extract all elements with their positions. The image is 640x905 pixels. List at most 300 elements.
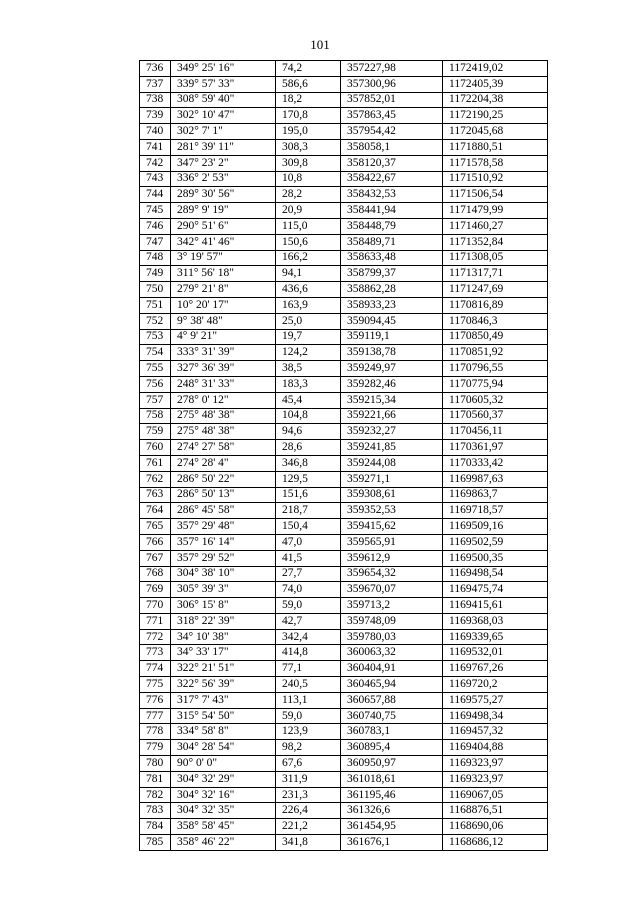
length-cell: 94,1 [276, 266, 341, 282]
x-coordinate-cell: 358448,79 [341, 218, 443, 234]
x-coordinate-cell: 359215,34 [341, 392, 443, 408]
length-cell: 45,4 [276, 392, 341, 408]
point-number-cell: 784 [140, 819, 171, 835]
table-row [140, 376, 548, 392]
y-coordinate-cell: 1170850,49 [443, 329, 548, 345]
table-row [140, 266, 548, 282]
x-coordinate-cell: 359241,85 [341, 440, 443, 456]
y-coordinate-cell: 1171578,58 [443, 155, 548, 171]
point-number-cell: 773 [140, 645, 171, 661]
table-row [140, 803, 548, 819]
page-number: 101 [310, 37, 330, 52]
x-coordinate-cell: 359415,62 [341, 519, 443, 535]
length-cell: 151,6 [276, 487, 341, 503]
length-cell: 586,6 [276, 76, 341, 92]
point-number-cell: 774 [140, 661, 171, 677]
x-coordinate-cell: 361454,95 [341, 819, 443, 835]
angle-cell: 311° 56' 18" [171, 266, 276, 282]
x-coordinate-cell: 360657,88 [341, 692, 443, 708]
length-cell: 150,4 [276, 519, 341, 535]
x-coordinate-cell: 358489,71 [341, 234, 443, 250]
x-coordinate-cell: 360783,1 [341, 724, 443, 740]
length-cell: 18,2 [276, 92, 341, 108]
y-coordinate-cell: 1169767,26 [443, 661, 548, 677]
table-row [140, 519, 548, 535]
point-number-cell: 752 [140, 313, 171, 329]
angle-cell: 274° 28' 4" [171, 455, 276, 471]
y-coordinate-cell: 1169415,61 [443, 598, 548, 614]
length-cell: 19,7 [276, 329, 341, 345]
table-row [140, 629, 548, 645]
table-row [140, 645, 548, 661]
length-cell: 28,2 [276, 187, 341, 203]
x-coordinate-cell: 359565,91 [341, 534, 443, 550]
angle-cell: 342° 41' 46" [171, 234, 276, 250]
table-row [140, 424, 548, 440]
table-row [140, 819, 548, 835]
point-number-cell: 779 [140, 740, 171, 756]
y-coordinate-cell: 1172405,39 [443, 76, 548, 92]
point-number-cell: 754 [140, 345, 171, 361]
y-coordinate-cell: 1169457,32 [443, 724, 548, 740]
length-cell: 414,8 [276, 645, 341, 661]
length-cell: 183,3 [276, 376, 341, 392]
angle-cell: 358° 46' 22" [171, 835, 276, 851]
x-coordinate-cell: 360950,97 [341, 756, 443, 772]
angle-cell: 322° 21' 51" [171, 661, 276, 677]
y-coordinate-cell: 1171880,51 [443, 139, 548, 155]
table-row [140, 613, 548, 629]
x-coordinate-cell: 359352,53 [341, 503, 443, 519]
length-cell: 308,3 [276, 139, 341, 155]
y-coordinate-cell: 1171352,84 [443, 234, 548, 250]
y-coordinate-cell: 1171317,71 [443, 266, 548, 282]
table-row [140, 187, 548, 203]
x-coordinate-cell: 358933,23 [341, 297, 443, 313]
angle-cell: 286° 50' 22" [171, 471, 276, 487]
angle-cell: 286° 45' 58" [171, 503, 276, 519]
length-cell: 221,2 [276, 819, 341, 835]
table-row [140, 487, 548, 503]
y-coordinate-cell: 1171247,69 [443, 282, 548, 298]
x-coordinate-cell: 360404,91 [341, 661, 443, 677]
y-coordinate-cell: 1171506,54 [443, 187, 548, 203]
length-cell: 38,5 [276, 361, 341, 377]
length-cell: 74,2 [276, 61, 341, 77]
point-number-cell: 775 [140, 677, 171, 693]
angle-cell: 304° 28' 54" [171, 740, 276, 756]
y-coordinate-cell: 1170796,55 [443, 361, 548, 377]
y-coordinate-cell: 1172190,25 [443, 108, 548, 124]
angle-cell: 308° 59' 40" [171, 92, 276, 108]
x-coordinate-cell: 359282,46 [341, 376, 443, 392]
angle-cell: 334° 58' 8" [171, 724, 276, 740]
length-cell: 123,9 [276, 724, 341, 740]
y-coordinate-cell: 1170605,32 [443, 392, 548, 408]
length-cell: 20,9 [276, 203, 341, 219]
table-row [140, 234, 548, 250]
length-cell: 10,8 [276, 171, 341, 187]
table-row [140, 345, 548, 361]
x-coordinate-cell: 359232,27 [341, 424, 443, 440]
y-coordinate-cell: 1170816,89 [443, 297, 548, 313]
point-number-cell: 740 [140, 124, 171, 140]
y-coordinate-cell: 1170851,92 [443, 345, 548, 361]
x-coordinate-cell: 359654,32 [341, 566, 443, 582]
table-row [140, 455, 548, 471]
angle-cell: 349° 25' 16" [171, 61, 276, 77]
angle-cell: 304° 32' 29" [171, 771, 276, 787]
table-row [140, 534, 548, 550]
table-row [140, 313, 548, 329]
length-cell: 436,6 [276, 282, 341, 298]
angle-cell: 336° 2' 53" [171, 171, 276, 187]
point-number-cell: 759 [140, 424, 171, 440]
angle-cell: 4° 9' 21" [171, 329, 276, 345]
point-number-cell: 746 [140, 218, 171, 234]
angle-cell: 358° 58' 45" [171, 819, 276, 835]
point-number-cell: 757 [140, 392, 171, 408]
table-row [140, 787, 548, 803]
table-row [140, 171, 548, 187]
length-cell: 67,6 [276, 756, 341, 772]
length-cell: 115,0 [276, 218, 341, 234]
angle-cell: 317° 7' 43" [171, 692, 276, 708]
length-cell: 41,5 [276, 550, 341, 566]
length-cell: 27,7 [276, 566, 341, 582]
y-coordinate-cell: 1169323,97 [443, 771, 548, 787]
y-coordinate-cell: 1169067,05 [443, 787, 548, 803]
length-cell: 113,1 [276, 692, 341, 708]
point-number-cell: 750 [140, 282, 171, 298]
table-row [140, 155, 548, 171]
length-cell: 47,0 [276, 534, 341, 550]
y-coordinate-cell: 1169339,65 [443, 629, 548, 645]
length-cell: 218,7 [276, 503, 341, 519]
table-row [140, 250, 548, 266]
point-number-cell: 765 [140, 519, 171, 535]
y-coordinate-cell: 1171308,05 [443, 250, 548, 266]
point-number-cell: 778 [140, 724, 171, 740]
x-coordinate-cell: 361326,6 [341, 803, 443, 819]
y-coordinate-cell: 1169404,88 [443, 740, 548, 756]
table-row [140, 692, 548, 708]
x-coordinate-cell: 359138,78 [341, 345, 443, 361]
x-coordinate-cell: 358799,37 [341, 266, 443, 282]
y-coordinate-cell: 1172419,02 [443, 61, 548, 77]
angle-cell: 327° 36' 39" [171, 361, 276, 377]
angle-cell: 281° 39' 11" [171, 139, 276, 155]
y-coordinate-cell: 1169863,7 [443, 487, 548, 503]
length-cell: 240,5 [276, 677, 341, 693]
point-number-cell: 768 [140, 566, 171, 582]
table-row [140, 582, 548, 598]
x-coordinate-cell: 359748,09 [341, 613, 443, 629]
y-coordinate-cell: 1171479,99 [443, 203, 548, 219]
table-row [140, 550, 548, 566]
point-number-cell: 755 [140, 361, 171, 377]
length-cell: 74,0 [276, 582, 341, 598]
point-number-cell: 739 [140, 108, 171, 124]
angle-cell: 286° 50' 13" [171, 487, 276, 503]
angle-cell: 305° 39' 3" [171, 582, 276, 598]
x-coordinate-cell: 357300,96 [341, 76, 443, 92]
point-number-cell: 782 [140, 787, 171, 803]
table-row [140, 740, 548, 756]
point-number-cell: 749 [140, 266, 171, 282]
table-row [140, 835, 548, 851]
angle-cell: 274° 27' 58" [171, 440, 276, 456]
point-number-cell: 766 [140, 534, 171, 550]
table-row [140, 92, 548, 108]
y-coordinate-cell: 1169987,63 [443, 471, 548, 487]
length-cell: 346,8 [276, 455, 341, 471]
y-coordinate-cell: 1171510,92 [443, 171, 548, 187]
point-number-cell: 776 [140, 692, 171, 708]
table-row [140, 471, 548, 487]
angle-cell: 34° 33' 17" [171, 645, 276, 661]
coordinates-table [139, 60, 548, 851]
angle-cell: 322° 56' 39" [171, 677, 276, 693]
length-cell: 309,8 [276, 155, 341, 171]
angle-cell: 9° 38' 48" [171, 313, 276, 329]
table-row [140, 108, 548, 124]
angle-cell: 289° 30' 56" [171, 187, 276, 203]
table-row [140, 329, 548, 345]
y-coordinate-cell: 1168690,06 [443, 819, 548, 835]
point-number-cell: 744 [140, 187, 171, 203]
length-cell: 59,0 [276, 708, 341, 724]
x-coordinate-cell: 360465,94 [341, 677, 443, 693]
length-cell: 341,8 [276, 835, 341, 851]
y-coordinate-cell: 1170846,3 [443, 313, 548, 329]
length-cell: 150,6 [276, 234, 341, 250]
angle-cell: 34° 10' 38" [171, 629, 276, 645]
length-cell: 98,2 [276, 740, 341, 756]
length-cell: 25,0 [276, 313, 341, 329]
table-row [140, 76, 548, 92]
point-number-cell: 747 [140, 234, 171, 250]
x-coordinate-cell: 361018,61 [341, 771, 443, 787]
point-number-cell: 783 [140, 803, 171, 819]
length-cell: 77,1 [276, 661, 341, 677]
point-number-cell: 770 [140, 598, 171, 614]
y-coordinate-cell: 1169720,2 [443, 677, 548, 693]
angle-cell: 248° 31' 33" [171, 376, 276, 392]
point-number-cell: 756 [140, 376, 171, 392]
length-cell: 342,4 [276, 629, 341, 645]
x-coordinate-cell: 359244,08 [341, 455, 443, 471]
angle-cell: 278° 0' 12" [171, 392, 276, 408]
x-coordinate-cell: 359670,07 [341, 582, 443, 598]
y-coordinate-cell: 1170456,11 [443, 424, 548, 440]
table-row [140, 566, 548, 582]
angle-cell: 289° 9' 19" [171, 203, 276, 219]
point-number-cell: 771 [140, 613, 171, 629]
point-number-cell: 738 [140, 92, 171, 108]
angle-cell: 306° 15' 8" [171, 598, 276, 614]
table-row [140, 756, 548, 772]
table-row [140, 297, 548, 313]
y-coordinate-cell: 1169498,34 [443, 708, 548, 724]
x-coordinate-cell: 360895,4 [341, 740, 443, 756]
table-row [140, 677, 548, 693]
angle-cell: 302° 10' 47" [171, 108, 276, 124]
length-cell: 104,8 [276, 408, 341, 424]
angle-cell: 318° 22' 39" [171, 613, 276, 629]
x-coordinate-cell: 357227,98 [341, 61, 443, 77]
x-coordinate-cell: 358432,53 [341, 187, 443, 203]
point-number-cell: 785 [140, 835, 171, 851]
point-number-cell: 777 [140, 708, 171, 724]
length-cell: 124,2 [276, 345, 341, 361]
table-row [140, 361, 548, 377]
point-number-cell: 772 [140, 629, 171, 645]
point-number-cell: 742 [140, 155, 171, 171]
point-number-cell: 736 [140, 61, 171, 77]
angle-cell: 10° 20' 17" [171, 297, 276, 313]
point-number-cell: 762 [140, 471, 171, 487]
y-coordinate-cell: 1170333,42 [443, 455, 548, 471]
y-coordinate-cell: 1170560,37 [443, 408, 548, 424]
y-coordinate-cell: 1169368,03 [443, 613, 548, 629]
point-number-cell: 781 [140, 771, 171, 787]
point-number-cell: 745 [140, 203, 171, 219]
angle-cell: 275° 48' 38" [171, 424, 276, 440]
y-coordinate-cell: 1168686,12 [443, 835, 548, 851]
y-coordinate-cell: 1169502,59 [443, 534, 548, 550]
table-row [140, 61, 548, 77]
angle-cell: 304° 32' 35" [171, 803, 276, 819]
y-coordinate-cell: 1172204,38 [443, 92, 548, 108]
x-coordinate-cell: 357954,42 [341, 124, 443, 140]
x-coordinate-cell: 359713,2 [341, 598, 443, 614]
point-number-cell: 743 [140, 171, 171, 187]
x-coordinate-cell: 359119,1 [341, 329, 443, 345]
x-coordinate-cell: 359221,66 [341, 408, 443, 424]
angle-cell: 333° 31' 39" [171, 345, 276, 361]
x-coordinate-cell: 361195,46 [341, 787, 443, 803]
table-row [140, 724, 548, 740]
x-coordinate-cell: 359249,97 [341, 361, 443, 377]
coordinates-table-body [140, 61, 548, 851]
point-number-cell: 760 [140, 440, 171, 456]
angle-cell: 357° 16' 14" [171, 534, 276, 550]
x-coordinate-cell: 361676,1 [341, 835, 443, 851]
y-coordinate-cell: 1172045,68 [443, 124, 548, 140]
y-coordinate-cell: 1169575,27 [443, 692, 548, 708]
y-coordinate-cell: 1169500,35 [443, 550, 548, 566]
x-coordinate-cell: 359094,45 [341, 313, 443, 329]
point-number-cell: 767 [140, 550, 171, 566]
table-row [140, 503, 548, 519]
point-number-cell: 764 [140, 503, 171, 519]
point-number-cell: 737 [140, 76, 171, 92]
point-number-cell: 758 [140, 408, 171, 424]
point-number-cell: 751 [140, 297, 171, 313]
angle-cell: 357° 29' 52" [171, 550, 276, 566]
angle-cell: 315° 54' 50" [171, 708, 276, 724]
angle-cell: 275° 48' 38" [171, 408, 276, 424]
point-number-cell: 763 [140, 487, 171, 503]
length-cell: 94,6 [276, 424, 341, 440]
angle-cell: 279° 21' 8" [171, 282, 276, 298]
table-row [140, 124, 548, 140]
table-row [140, 218, 548, 234]
length-cell: 311,9 [276, 771, 341, 787]
point-number-cell: 741 [140, 139, 171, 155]
angle-cell: 302° 7' 1" [171, 124, 276, 140]
angle-cell: 357° 29' 48" [171, 519, 276, 535]
y-coordinate-cell: 1169498,54 [443, 566, 548, 582]
y-coordinate-cell: 1170361,97 [443, 440, 548, 456]
x-coordinate-cell: 359612,9 [341, 550, 443, 566]
x-coordinate-cell: 357863,45 [341, 108, 443, 124]
length-cell: 163,9 [276, 297, 341, 313]
point-number-cell: 748 [140, 250, 171, 266]
x-coordinate-cell: 359780,03 [341, 629, 443, 645]
angle-cell: 304° 38' 10" [171, 566, 276, 582]
x-coordinate-cell: 359271,1 [341, 471, 443, 487]
angle-cell: 3° 19' 57" [171, 250, 276, 266]
y-coordinate-cell: 1168876,51 [443, 803, 548, 819]
length-cell: 231,3 [276, 787, 341, 803]
point-number-cell: 769 [140, 582, 171, 598]
y-coordinate-cell: 1169475,74 [443, 582, 548, 598]
y-coordinate-cell: 1170775,94 [443, 376, 548, 392]
y-coordinate-cell: 1169532,01 [443, 645, 548, 661]
table-row [140, 708, 548, 724]
y-coordinate-cell: 1171460,27 [443, 218, 548, 234]
length-cell: 42,7 [276, 613, 341, 629]
table-row [140, 661, 548, 677]
table-row [140, 139, 548, 155]
point-number-cell: 780 [140, 756, 171, 772]
x-coordinate-cell: 360063,32 [341, 645, 443, 661]
length-cell: 166,2 [276, 250, 341, 266]
angle-cell: 347° 23' 2" [171, 155, 276, 171]
length-cell: 59,0 [276, 598, 341, 614]
angle-cell: 90° 0' 0" [171, 756, 276, 772]
point-number-cell: 753 [140, 329, 171, 345]
angle-cell: 290° 51' 6" [171, 218, 276, 234]
x-coordinate-cell: 358862,28 [341, 282, 443, 298]
y-coordinate-cell: 1169323,97 [443, 756, 548, 772]
x-coordinate-cell: 357852,01 [341, 92, 443, 108]
length-cell: 195,0 [276, 124, 341, 140]
x-coordinate-cell: 358633,48 [341, 250, 443, 266]
table-row [140, 408, 548, 424]
y-coordinate-cell: 1169718,57 [443, 503, 548, 519]
table-row [140, 282, 548, 298]
length-cell: 129,5 [276, 471, 341, 487]
table-row [140, 771, 548, 787]
x-coordinate-cell: 360740,75 [341, 708, 443, 724]
table-row [140, 440, 548, 456]
y-coordinate-cell: 1169509,16 [443, 519, 548, 535]
length-cell: 28,6 [276, 440, 341, 456]
angle-cell: 304° 32' 16" [171, 787, 276, 803]
x-coordinate-cell: 358422,67 [341, 171, 443, 187]
length-cell: 170,8 [276, 108, 341, 124]
point-number-cell: 761 [140, 455, 171, 471]
table-row [140, 598, 548, 614]
angle-cell: 339° 57' 33" [171, 76, 276, 92]
x-coordinate-cell: 358441,94 [341, 203, 443, 219]
length-cell: 226,4 [276, 803, 341, 819]
x-coordinate-cell: 359308,61 [341, 487, 443, 503]
table-row [140, 392, 548, 408]
